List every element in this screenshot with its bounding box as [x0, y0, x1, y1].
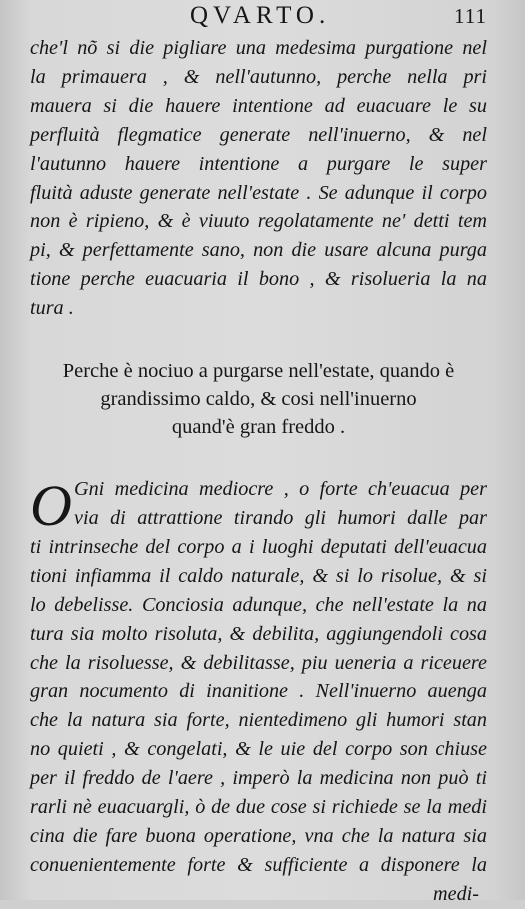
text-line: tura sia molto risoluta, & debilita, aggiungendoli cosa — [30, 622, 487, 645]
text-line: mauera si die hauere intentione ad euacuare le su — [30, 94, 487, 117]
text-line: cina die fare buona operatione, vna che la natura sia — [30, 824, 487, 847]
text-line: che'l nõ si die pigliare una medesima purgatione nel — [30, 37, 487, 59]
text-line: conuenientemente forte & sufficiente a disponere la — [30, 853, 487, 876]
text-line: via di attrattione tirando gli humori dalle par — [74, 506, 487, 529]
heading-line: Perche è nociuo a purgarse nell'estate, quando è — [62, 360, 455, 383]
text-line: lo debelisse. Conciosia adunque, che nell'estate la na — [30, 593, 487, 616]
paragraph-1 — [30, 34, 487, 323]
text-line: ti intrinseche del corpo a i luoghi deputati dell'euacua — [30, 535, 487, 558]
text-line: tura . — [30, 297, 74, 320]
text-line: rarli nè euacuargli, ò de due cose si richiede se la medi — [30, 796, 487, 819]
text-line: la primauera , & nell'autunno, perche nella pri — [30, 65, 487, 88]
text-line: gran nocumento di inanitione . Nell'inuerno auenga — [30, 680, 487, 703]
text-line: che la risoluesse, & debilitasse, piu ueneria a riceuere — [30, 651, 487, 674]
heading-line: quand'è gran freddo . — [171, 416, 346, 439]
page-number: 111 — [454, 4, 487, 28]
catchword: medi- — [433, 882, 479, 905]
text-line: Gni medicina mediocre , o forte ch'euacua per — [74, 478, 487, 501]
section-heading — [30, 357, 487, 441]
text-line: per il freddo de l'aere , imperò la medicina non può ti — [30, 767, 487, 790]
text-line: fluità aduste generate nell'estate . Se adunque il corpo — [30, 181, 487, 204]
text-line: non è ripieno, & è viuuto regolatamente ne' detti tem — [30, 210, 487, 233]
text-line: tione perche euacuaria il bono , & risolueria la na — [30, 268, 487, 291]
running-head: QVARTO. — [190, 2, 331, 29]
text-line: l'autunno hauere intentione a purgare le super — [30, 152, 487, 175]
page-header — [30, 0, 487, 34]
text-line: no quieti , & congelati, & le uie del corpo son chiuse — [30, 738, 487, 761]
drop-cap: O — [30, 473, 72, 539]
text-line: che la natura sia forte, nientedimeno gli humori stan — [30, 709, 487, 732]
heading-line: grandissimo caldo, & cosi nell'inuerno — [100, 388, 417, 411]
text-line: tioni infiamma il caldo naturale, & si lo risolue, & si — [30, 564, 487, 587]
text-line: perfluità flegmatice generate nell'inuerno, & nel — [30, 123, 487, 146]
paragraph-2 — [30, 475, 487, 909]
text-line: pi, & perfettamente sano, non die usare alcuna purga — [30, 239, 487, 262]
